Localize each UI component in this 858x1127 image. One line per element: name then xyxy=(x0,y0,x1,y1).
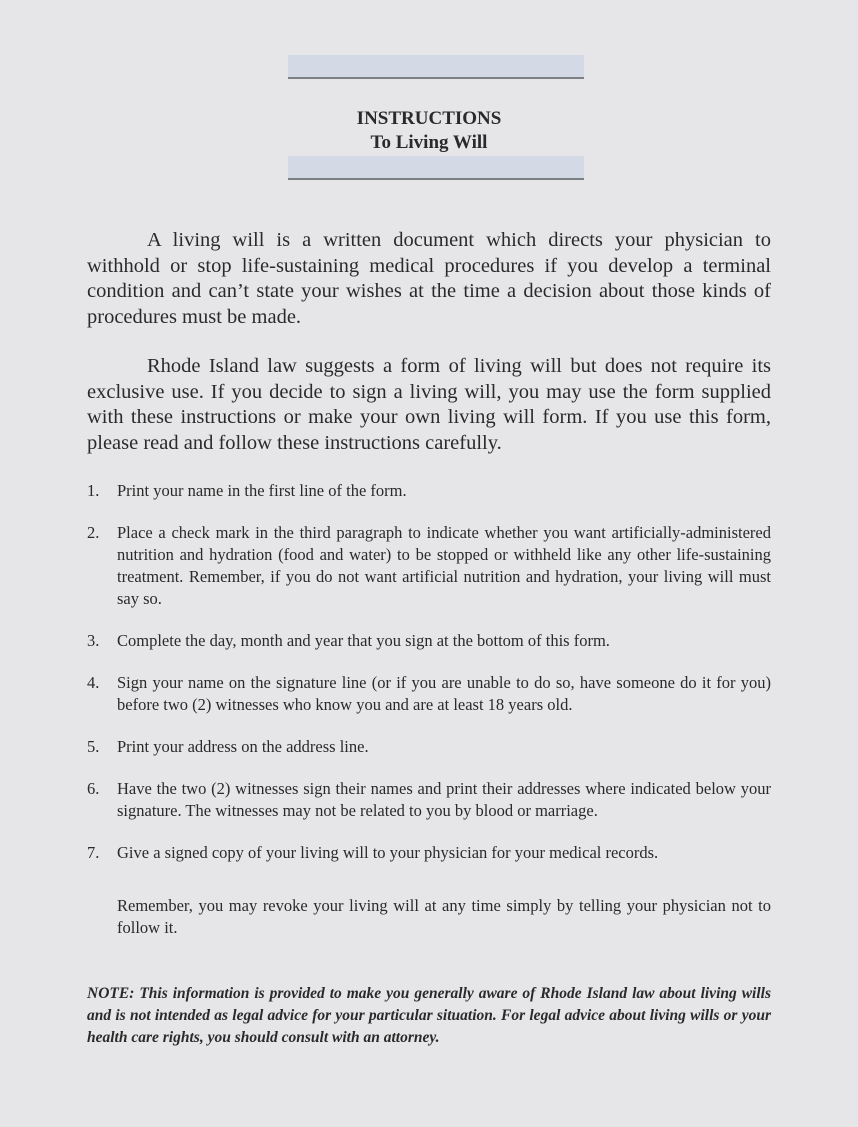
step-number: 6. xyxy=(87,779,100,798)
step-number: 2. xyxy=(87,523,100,542)
page-title xyxy=(0,107,858,155)
revoke-reminder: Remember, you may revoke your living will at any time simply by telling your physician not to follow it. xyxy=(117,896,771,937)
legal-note: NOTE: This information is provided to make you generally aware of Rhode Island law about living wills and is not intended as legal advice for your particular situation. For legal advice about living wills or your health care rights, you should consult with an attorney. xyxy=(87,985,771,1046)
step-text: Print your name in the first line of the form. xyxy=(117,481,407,500)
step-number: 3. xyxy=(87,631,100,650)
title-line-1: INSTRUCTIONS xyxy=(356,108,502,129)
step-number: 7. xyxy=(87,843,100,862)
step-text: Have the two (2) witnesses sign their names and print their addresses where indicated below your signature. The witnesses may not be related to you by blood or marriage. xyxy=(117,779,771,820)
step-number: 1. xyxy=(87,481,100,500)
instruction-steps xyxy=(87,480,771,884)
step-item xyxy=(87,672,771,716)
step-item xyxy=(87,778,771,822)
header-bar-top xyxy=(288,55,584,79)
title-line-2: To Living Will xyxy=(370,132,488,153)
intro-paragraph-2: Rhode Island law suggests a form of living will but does not require its exclusive use. If you decide to sign a living will, you may use the form supplied with these instructions or make your own living will form. If you use this form, please read and follow these instructions carefully. xyxy=(87,355,771,454)
step-text: Complete the day, month and year that you sign at the bottom of this form. xyxy=(117,631,610,650)
step-item xyxy=(87,522,771,610)
step-item xyxy=(87,736,771,758)
step-number: 4. xyxy=(87,673,100,692)
step-item xyxy=(87,630,771,652)
intro-paragraph-1: A living will is a written document which directs your physician to withhold or stop life-sustaining medical procedures if you develop a terminal condition and can’t state your wishes at the time a decision about those kinds of procedures must be made. xyxy=(87,229,771,328)
step-item xyxy=(87,480,771,502)
step-text: Sign your name on the signature line (or if you are unable to do so, have someone do it for you) before two (2) witnesses who know you and are at least 18 years old. xyxy=(117,673,771,714)
step-text: Give a signed copy of your living will to your physician for your medical records. xyxy=(117,843,659,862)
step-text: Print your address on the address line. xyxy=(117,737,369,756)
step-item xyxy=(87,842,771,864)
step-number: 5. xyxy=(87,737,100,756)
header-bar-bottom xyxy=(288,156,584,180)
step-text: Place a check mark in the third paragraph to indicate whether you want artificially-administered nutrition and hydration (food and water) to be stopped or withheld like any other life-sustaining treatment. Remember, if you do not want artificial nutrition and hydration, your living will must say so. xyxy=(117,523,771,608)
